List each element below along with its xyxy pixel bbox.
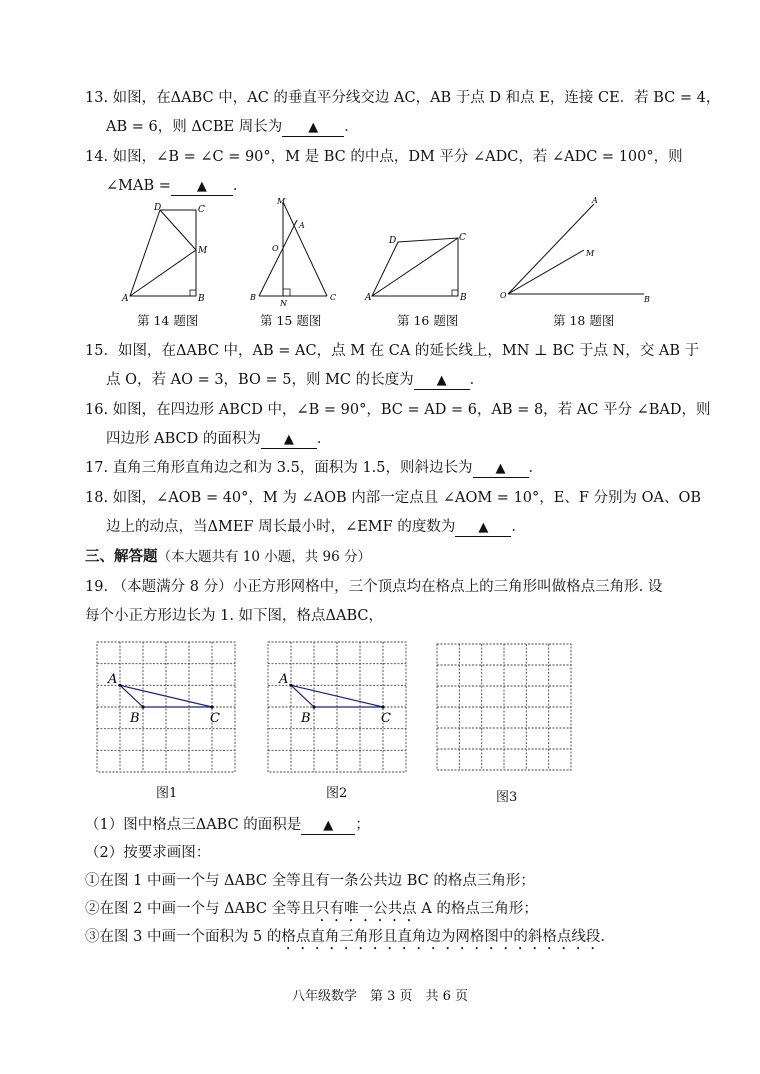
- q13-text: AB = 6，则 ΔCBE 周长为: [106, 119, 283, 135]
- q19-item2: [85, 899, 538, 925]
- grid1-label-A: A: [108, 672, 118, 687]
- q18-end: ．: [511, 519, 526, 535]
- fig15-label-A: A: [299, 221, 305, 230]
- q14-line2: [106, 176, 247, 196]
- fig14-caption: 第 14 题图: [137, 313, 199, 328]
- q17-line1: [85, 458, 543, 478]
- section3-heading: [85, 547, 371, 567]
- grid-figure-3: [432, 640, 576, 776]
- q16-text: 四边形 ABCD 的面积为: [106, 431, 261, 447]
- fig16-label-D: D: [389, 236, 397, 246]
- q19-item3: [85, 927, 605, 953]
- section3-note: （本大题共有 10 小题，共 96 分）: [157, 549, 372, 565]
- figure-15: [245, 192, 345, 308]
- q14-end: ．: [232, 178, 248, 194]
- section3-title: 三、解答题: [85, 549, 158, 565]
- grid1-label-C: C: [210, 711, 220, 726]
- fig15-label-B: B: [250, 293, 256, 302]
- fig14-label-C: C: [198, 205, 205, 215]
- fig16-caption: 第 16 题图: [397, 313, 459, 328]
- fig15-label-N: N: [280, 299, 287, 308]
- fig16-label-B: B: [460, 293, 467, 303]
- fig15-label-C: C: [330, 293, 337, 302]
- fig18-caption: 第 18 题图: [553, 313, 615, 328]
- q16-line1: 16. 如图，在四边形 ABCD 中，∠B = 90°，BC = AD = 6，AB = 8，若 AC 平分 ∠BAD，则: [85, 402, 711, 418]
- q19-item3-pre: ③在图 3 中画一个面积为 5 的: [85, 929, 282, 945]
- figure-16: [362, 226, 472, 306]
- grid3-caption: 图3: [496, 790, 518, 805]
- grid1-label-B: B: [130, 711, 140, 726]
- q16-line2: [106, 429, 331, 449]
- fig18-label-O: O: [500, 291, 507, 300]
- grid-figure-1: [92, 640, 240, 776]
- q18-line1: 18. 如图，∠AOB = 40°，M 为 ∠AOB 内部一定点且 ∠AOM = 10°，E、F 分别为 OA、OB: [85, 490, 702, 506]
- q15-line1: 15．如图，在ΔABC 中，AB = AC，点 M 在 CA 的延长线上，MN ⊥ BC 于点 N，交 AB 于: [85, 343, 700, 359]
- fig14-label-B: B: [198, 294, 205, 304]
- fig14-label-D: D: [154, 203, 162, 213]
- q15-line2: [106, 370, 484, 390]
- q13-line2: [106, 117, 359, 137]
- q13-end: ．: [344, 119, 359, 135]
- fig15-label-M: M: [277, 197, 286, 206]
- grid2-label-A: A: [279, 672, 289, 687]
- fig18-label-A: A: [592, 196, 598, 205]
- q19-part1: [85, 815, 370, 835]
- q19-part1-answer-blank: ▲: [301, 818, 355, 835]
- q19-item3-post: .: [600, 929, 605, 945]
- grid-figure-2: [263, 640, 411, 776]
- q14-text: ∠MAB =: [106, 178, 171, 194]
- grid2-caption: 图2: [326, 786, 348, 801]
- q18-text: 边上的动点，当ΔMEF 周长最小时，∠EMF 的度数为: [106, 519, 456, 535]
- fig18-label-B: B: [644, 295, 650, 304]
- q16-end: ．: [316, 431, 332, 447]
- q17-answer-blank: ▲: [473, 461, 529, 478]
- q13-line1: 13. 如图，在ΔABC 中，AC 的垂直平分线交边 AC，AB 于点 D 和点 E，连接 CE．若 BC = 4，: [85, 90, 721, 106]
- grid2-label-C: C: [381, 711, 391, 726]
- figure-18: [496, 192, 656, 308]
- q13-answer-blank: ▲: [282, 120, 344, 137]
- grid1-caption: 图1: [156, 786, 178, 801]
- q15-answer-blank: ▲: [414, 373, 470, 390]
- fig16-label-A: A: [365, 293, 372, 303]
- q19-item2-emphasis: 只有唯一公共点: [315, 901, 417, 917]
- q19-item2-post: A 的格点三角形；: [416, 901, 538, 917]
- q19-item3-emphasis: 格点直角三角形且直角边为网格图中的斜格点线段: [281, 929, 601, 945]
- q19-part1-end: ；: [355, 817, 370, 833]
- q17-end: ．: [528, 460, 544, 476]
- q16-answer-blank: ▲: [261, 432, 317, 449]
- q17-text: 17. 直角三角形直角边之和为 3.5，面积为 1.5，则斜边长为: [85, 460, 473, 476]
- page-footer: 八年级数学 第 3 页 共 6 页: [291, 989, 469, 1004]
- q19-line1: 19. （本题满分 8 分）小正方形网格中，三个顶点均在格点上的三角形叫做格点三角形. 设: [85, 579, 663, 595]
- q19-part1-text: （1）图中格点三ΔABC 的面积是: [85, 817, 302, 833]
- q18-line2: [106, 517, 526, 537]
- fig15-label-O: O: [272, 244, 279, 253]
- q15-end: ．: [469, 372, 485, 388]
- q18-answer-blank: ▲: [455, 520, 511, 537]
- fig14-label-M: M: [198, 246, 208, 256]
- q15-text: 点 O，若 AO = 3，BO = 5，则 MC 的长度为: [106, 372, 414, 388]
- fig16-label-C: C: [459, 233, 466, 243]
- q14-answer-blank: ▲: [171, 179, 233, 196]
- q19-item1: ①在图 1 中画一个与 ΔABC 全等且有一条公共边 BC 的格点三角形；: [85, 873, 535, 889]
- q19-part2: （2）按要求画图：: [85, 845, 211, 861]
- q19-item2-pre: ②在图 2 中画一个与 ΔABC 全等且: [85, 901, 316, 917]
- q14-line1: 14. 如图，∠B = ∠C = 90°，M 是 BC 的中点，DM 平分 ∠ADC，若 ∠ADC = 100°，则: [85, 149, 683, 165]
- fig15-caption: 第 15 题图: [260, 313, 322, 328]
- fig14-label-A: A: [122, 294, 129, 304]
- figure-14: [118, 198, 218, 308]
- q19-line2: 每个小正方形边长为 1. 如下图，格点ΔABC，: [85, 608, 384, 624]
- fig18-label-M: M: [586, 249, 595, 258]
- grid2-label-B: B: [301, 711, 311, 726]
